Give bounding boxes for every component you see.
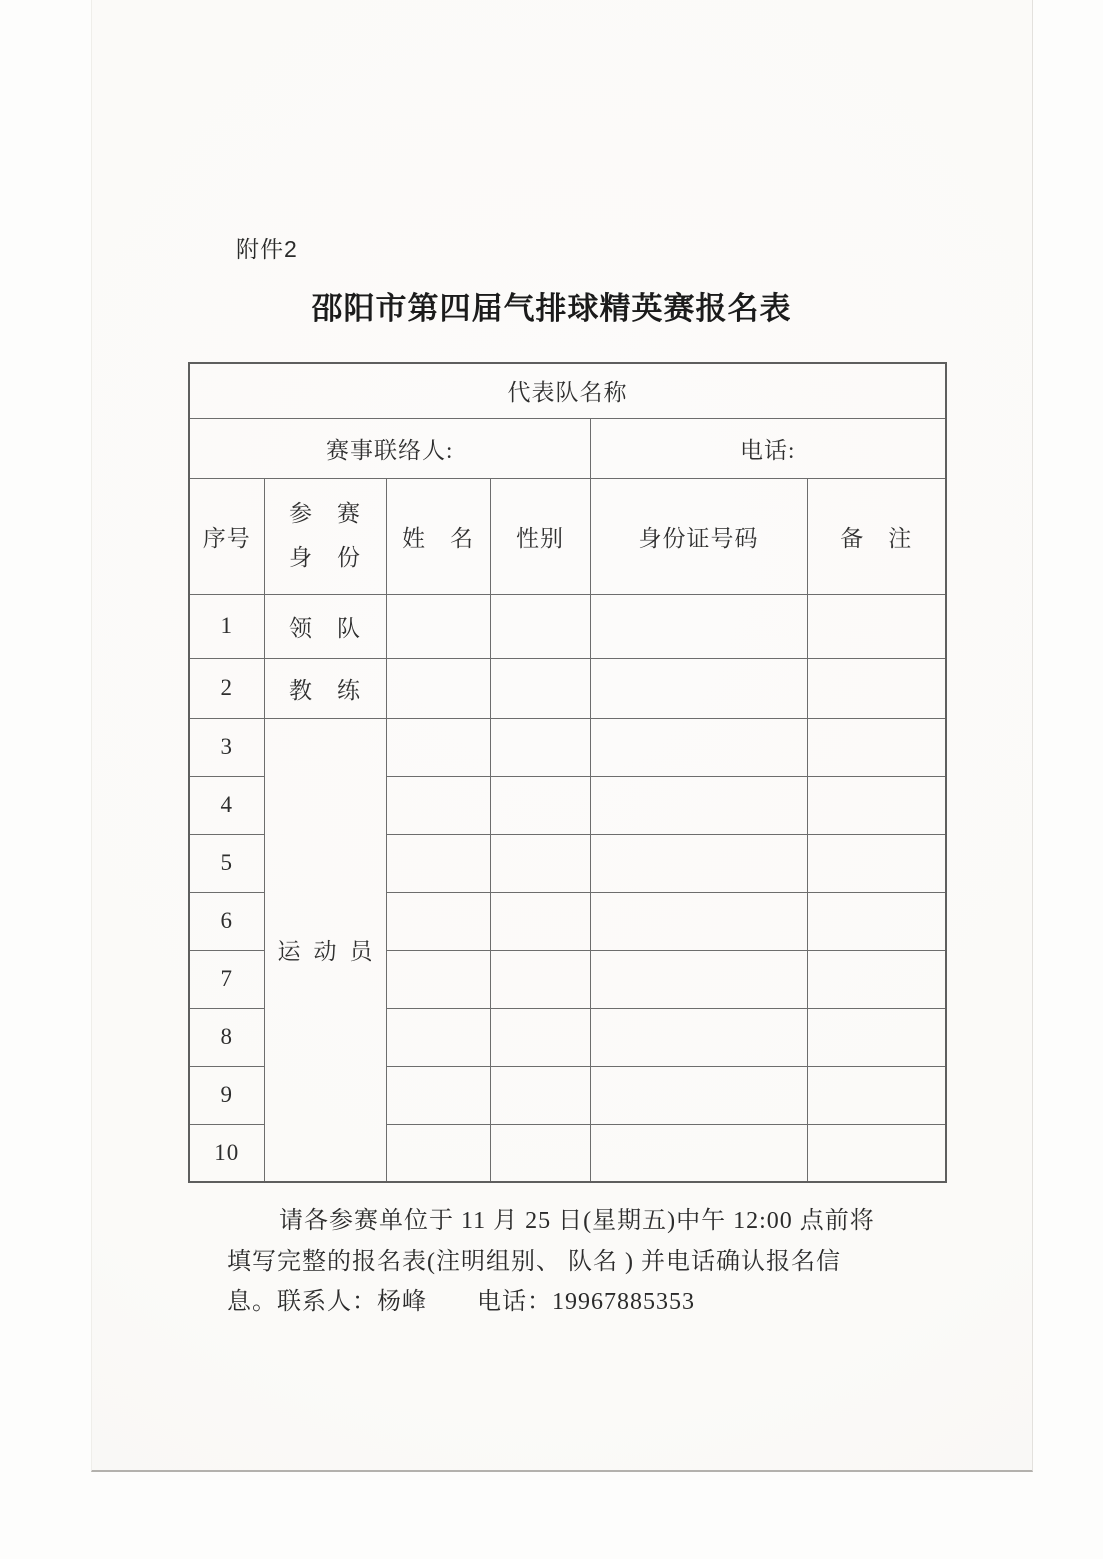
remarks-cell: [807, 658, 946, 718]
name-cell: [386, 950, 490, 1008]
gender-cell: [490, 594, 590, 658]
header-remarks: 备 注: [807, 478, 946, 594]
gender-cell: [490, 658, 590, 718]
gender-cell: [490, 1124, 590, 1182]
header-name: 姓 名: [386, 478, 490, 594]
name-cell: [386, 834, 490, 892]
id-number-cell: [590, 594, 807, 658]
footer-line-1: 请各参赛单位于 11 月 25 日(星期五)中午 12:00 点前将: [279, 1208, 875, 1234]
contact-row: [189, 418, 946, 478]
remarks-cell: [807, 594, 946, 658]
remarks-cell: [807, 950, 946, 1008]
roster-row-2: [189, 658, 946, 718]
remarks-cell: [807, 1008, 946, 1066]
id-number-cell: [590, 1008, 807, 1066]
attachment-label: 附件2: [236, 236, 298, 262]
id-number-cell: [590, 1066, 807, 1124]
team-name-label: 代表队名称: [507, 380, 628, 406]
name-cell: [386, 776, 490, 834]
id-number-cell: [590, 658, 807, 718]
gender-cell: [490, 1066, 590, 1124]
serial-cell: 5: [189, 834, 264, 892]
header-role-line1: 参 赛: [289, 501, 361, 526]
footer-note: [227, 1201, 899, 1323]
phone-label: 电话:: [740, 437, 796, 463]
remarks-cell: [807, 1066, 946, 1124]
name-cell: [386, 892, 490, 950]
roster-row-1: [189, 594, 946, 658]
name-cell: [386, 718, 490, 776]
athlete-group-label: 运动员: [277, 939, 386, 965]
roster-row-3: [189, 718, 946, 776]
serial-cell: 3: [189, 718, 264, 776]
header-id-number: 身份证号码: [590, 478, 807, 594]
form-title: 邵阳市第四届气排球精英赛报名表: [311, 291, 792, 326]
header-serial: 序号: [189, 478, 264, 594]
role-cell: 教 练: [264, 658, 386, 718]
serial-cell: 10: [189, 1124, 264, 1182]
serial-cell: 6: [189, 892, 264, 950]
id-number-cell: [590, 718, 807, 776]
id-number-cell: [590, 950, 807, 1008]
remarks-cell: [807, 1124, 946, 1182]
id-number-cell: [590, 892, 807, 950]
serial-cell: 8: [189, 1008, 264, 1066]
name-cell: [386, 658, 490, 718]
team-name-row: [189, 363, 946, 418]
remarks-cell: [807, 718, 946, 776]
remarks-cell: [807, 892, 946, 950]
gender-cell: [490, 892, 590, 950]
id-number-cell: [590, 776, 807, 834]
phone-cell: [590, 418, 946, 478]
gender-cell: [490, 1008, 590, 1066]
contact-cell: [189, 418, 590, 478]
team-name-cell: [189, 363, 946, 418]
header-role: [264, 478, 386, 594]
serial-cell: 4: [189, 776, 264, 834]
registration-table: [188, 362, 947, 1183]
footer-line-3: 息。联系人：杨峰 电话：19967885353: [227, 1289, 695, 1315]
role-cell: 领 队: [264, 594, 386, 658]
serial-cell: 1: [189, 594, 264, 658]
gender-cell: [490, 834, 590, 892]
name-cell: [386, 1066, 490, 1124]
serial-cell: 7: [189, 950, 264, 1008]
gender-cell: [490, 776, 590, 834]
footer-line-2: 填写完整的报名表(注明组别、 队名 ) 并电话确认报名信: [227, 1248, 841, 1275]
gender-cell: [490, 950, 590, 1008]
remarks-cell: [807, 776, 946, 834]
id-number-cell: [590, 1124, 807, 1182]
name-cell: [386, 1124, 490, 1182]
serial-cell: 9: [189, 1066, 264, 1124]
gender-cell: [490, 718, 590, 776]
name-cell: [386, 594, 490, 658]
header-gender: 性别: [490, 478, 590, 594]
remarks-cell: [807, 834, 946, 892]
name-cell: [386, 1008, 490, 1066]
serial-cell: 2: [189, 658, 264, 718]
athlete-group-cell: [264, 718, 386, 1182]
header-role-line2: 身 份: [289, 545, 361, 570]
id-number-cell: [590, 834, 807, 892]
roster-header-row: [189, 478, 946, 594]
contact-label: 赛事联络人:: [326, 437, 454, 463]
